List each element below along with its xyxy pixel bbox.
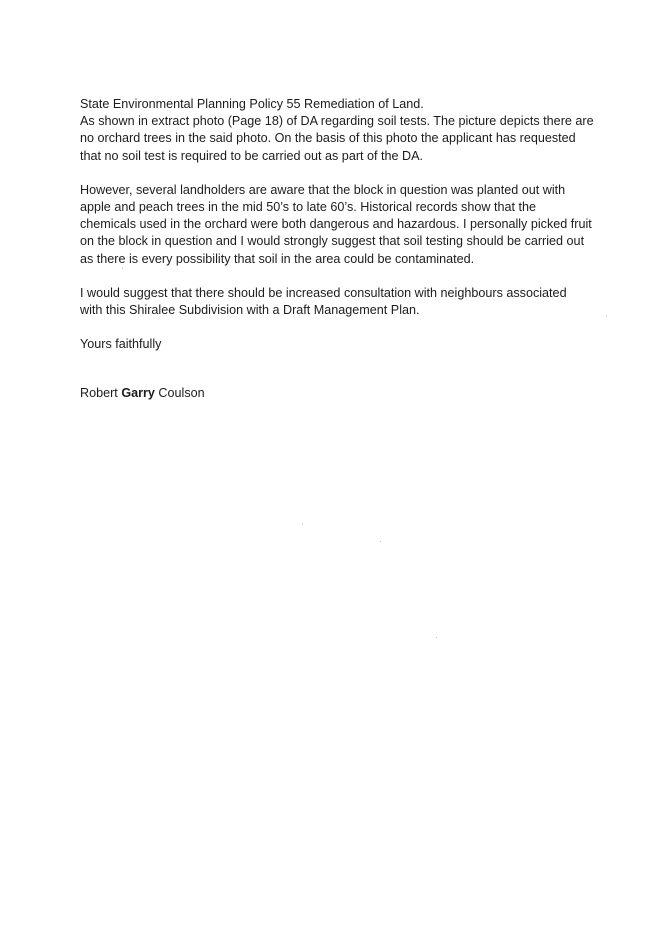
paragraph-photo-extract (80, 113, 600, 165)
signature-last-name: Coulson (158, 386, 205, 401)
paragraph-line: on the block in question and I would strongly suggest that soil testing should be carried out (80, 234, 585, 249)
paragraph-orchard-history (80, 182, 600, 268)
letter-body (80, 96, 600, 403)
paragraph-line: chemicals used in the orchard were both dangerous and hazardous. I personally picked fruit (80, 217, 592, 232)
scan-speck (380, 541, 381, 542)
paragraph-line: I would suggest that there should be increased consultation with neighbours associated (80, 285, 567, 300)
scan-speck (302, 524, 303, 525)
paragraph-line: as there is every possibility that soil in the area could be contaminated. (80, 251, 475, 266)
scan-speck (122, 268, 123, 269)
paragraph-line: no orchard trees in the said photo. On the basis of this photo the applicant has requested (80, 131, 576, 146)
policy-heading: State Environmental Planning Policy 55 Remediation of Land. (80, 97, 424, 111)
paragraph-line: with this Shiralee Subdivision with a Draft Management Plan. (80, 303, 420, 318)
paragraph-line: As shown in extract photo (Page 18) of DA regarding soil tests. The picture depicts there are (80, 114, 594, 129)
paragraph-consultation (80, 285, 600, 319)
paragraph-line: that no soil test is required to be carried out as part of the DA. (80, 148, 424, 163)
signature-middle-name: Garry (121, 386, 155, 401)
signature-first-name: Robert (80, 386, 118, 401)
paragraph-line: apple and peach trees in the mid 50’s to late 60’s. Historical records show that the (80, 200, 536, 215)
closing-salutation: Yours faithfully (80, 337, 162, 352)
scan-speck (606, 316, 607, 317)
paragraph-line: However, several landholders are aware that the block in question was planted out with (80, 182, 566, 197)
scan-speck (436, 637, 437, 638)
signature-name (80, 385, 600, 402)
